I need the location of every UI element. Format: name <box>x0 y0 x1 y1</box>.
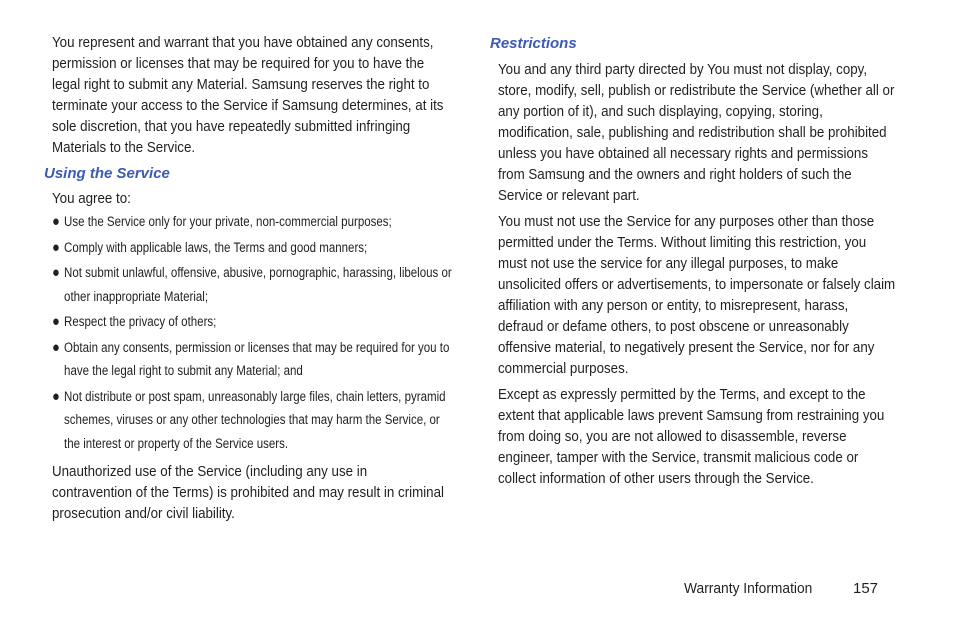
bullet-item: ● Respect the privacy of others; <box>52 310 456 334</box>
left-column <box>44 33 452 525</box>
bullet-icon: ● <box>52 387 60 405</box>
agree-intro: You agree to: <box>52 191 131 207</box>
footer-section-title: Warranty Information <box>684 580 813 597</box>
bullet-item: ● Use the Service only for your private, non-commercial purposes; <box>52 210 456 234</box>
bullet-item: ● Not submit unlawful, offensive, abusive, pornographic, harassing, libelous or other inappropriate Material; <box>52 261 456 308</box>
bullet-icon: ● <box>52 213 60 230</box>
using-the-service-heading: Using the Service <box>44 165 170 182</box>
agreement-bullet-list <box>52 210 452 455</box>
page-number: 157 <box>853 580 879 597</box>
bullet-icon: ● <box>52 264 60 281</box>
restrictions-paragraph: You must not use the Service for any purposes other than those permitted under the Terms. Without limiting this restriction, you must not use the service for any illegal purposes, to make unsolicited offers or advertisements, to impersonate or falsely claim affiliation with any person or entity, to misrepresent, harass, defraud or defame others, to post obscene or unreasonably offensive material, to negatively present the Service, nor for any commercial purposes. <box>498 214 896 377</box>
right-column <box>490 33 898 490</box>
bullet-icon: ● <box>52 238 60 256</box>
bullet-item: ● Comply with applicable laws, the Terms and good manners; <box>52 236 456 260</box>
intro-paragraph: You represent and warrant that you have obtained any consents, permission or licenses that may be required for you to have the legal right to submit any Material. Samsung reserves the right to terminate your access to the Service if Samsung determines, at its sole discretion, that you have repeatedly submitted infringing Materials to the Service. <box>52 35 444 156</box>
restrictions-paragraph: Except as expressly permitted by the Terms, and except to the extent that applicable laws prevent Samsung from restraining you from doing so, you are not allowed to disassemble, reverse engineer, tamper with the Service, transmit malicious code or collect information of other users through the Service. <box>498 387 885 487</box>
closing-paragraph: Unauthorized use of the Service (including any use in contravention of the Terms) is prohibited and may result in criminal prosecution and/or civil liability. <box>52 464 444 522</box>
bullet-item: ● Not distribute or post spam, unreasonably large files, chain letters, pyramid schemes, viruses or any other technologies that may harm the Service, or the interest or property of the Service users. <box>52 385 456 456</box>
bullet-icon: ● <box>52 313 60 330</box>
restrictions-heading: Restrictions <box>490 35 577 52</box>
bullet-icon: ● <box>52 338 60 356</box>
restrictions-paragraph: You and any third party directed by You must not display, copy, store, modify, sell, publish or redistribute the Service (whether all or any portion of it), and such displaying, copying, storing, modification, sale, publishing and redistribution shall be prohibited unless you have obtained all necessary rights and permissions from Samsung and the owners and right holders of such the Service or relevant part. <box>498 62 895 204</box>
bullet-item: ● Obtain any consents, permission or licenses that may be required for you to have the legal right to submit any Material; and <box>52 336 456 383</box>
